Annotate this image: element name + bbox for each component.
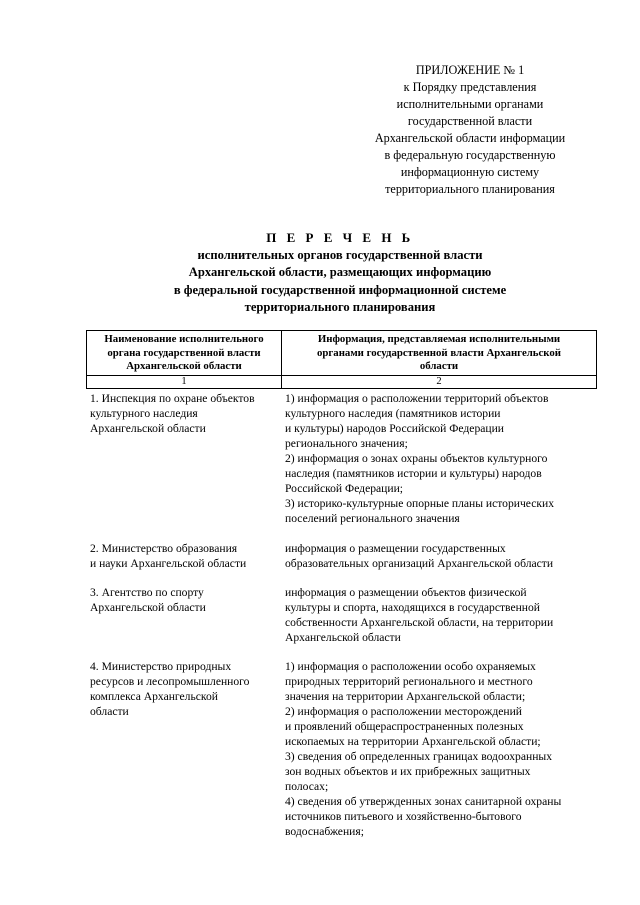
- cell-line: наследия (памятников истории и культуры) народов: [285, 467, 542, 480]
- table-row-1-information: [285, 391, 595, 526]
- table-row-3-authority: [90, 585, 280, 615]
- column-number-1: 1: [87, 376, 282, 388]
- cell-line: 3) сведения об определенных границах водоохранных: [285, 750, 552, 763]
- cell-line: зон водных объектов и их прибрежных защитных: [285, 765, 531, 778]
- appendix-line: исполнительными органами: [396, 97, 544, 111]
- cell-line: информация о размещении объектов физической: [285, 586, 527, 599]
- cell-line: 4. Министерство природных: [90, 660, 232, 673]
- cell-line: водоснабжения;: [285, 825, 364, 838]
- header-line: Архангельской области: [126, 360, 242, 372]
- cell-line: природных территорий регионального и местного: [285, 675, 533, 688]
- cell-line: 2. Министерство образования: [90, 542, 238, 555]
- document-title: П Е Р Е Ч Е Н Ь: [266, 230, 414, 245]
- cell-line: поселений регионального значения: [285, 512, 460, 525]
- cell-line: Архангельской области: [285, 631, 401, 644]
- cell-line: культурного наследия (памятников истории: [285, 407, 501, 420]
- cell-line: Российской Федерации;: [285, 482, 404, 495]
- appendix-line: информационную систему: [400, 165, 540, 179]
- cell-line: 1. Инспекция по охране объектов: [90, 392, 255, 405]
- header-line: Информация, представляемая исполнительными: [317, 333, 561, 345]
- cell-line: 1) информация о расположении территорий объектов: [285, 392, 549, 405]
- appendix-line: в федеральную государственную: [384, 148, 556, 162]
- cell-line: ресурсов и лесопромышленного: [90, 675, 250, 688]
- document-subtitle-line: Архангельской области, размещающих информацию: [188, 265, 492, 279]
- cell-line: 4) сведения об утвержденных зонах санитарной охраны: [285, 795, 562, 808]
- cell-line: 1) информация о расположении особо охраняемых: [285, 660, 536, 673]
- table-row-2-information: [285, 541, 595, 571]
- cell-line: информация о размещении государственных: [285, 542, 506, 555]
- table-row-3-information: [285, 585, 595, 645]
- table-row-1-authority: [90, 391, 280, 436]
- cell-line: Архангельской области: [90, 601, 206, 614]
- appendix-block: [350, 62, 590, 198]
- cell-line: значения на территории Архангельской области;: [285, 690, 526, 703]
- header-line: органами государственной власти Архангельской: [317, 346, 561, 359]
- cell-line: и проявлений общераспространенных полезных: [285, 720, 524, 733]
- cell-line: источников питьевого и хозяйственно-бытового: [285, 810, 522, 823]
- cell-line: 3) историко-культурные опорные планы исторических: [285, 497, 555, 510]
- table-header: [86, 330, 597, 389]
- cell-line: культуры и спорта, находящихся в государственной: [285, 601, 540, 614]
- cell-line: ископаемых на территории Архангельской области;: [285, 735, 541, 748]
- document-heading: [100, 229, 580, 317]
- cell-line: Архангельской области: [90, 422, 206, 435]
- table-header-rule: [86, 388, 597, 389]
- cell-line: области: [90, 705, 129, 718]
- cell-line: собственности Архангельской области, на территории: [285, 616, 554, 629]
- column-header-authority: [87, 331, 282, 375]
- table-row-4-information: [285, 659, 595, 839]
- cell-line: регионального значения;: [285, 437, 408, 450]
- cell-line: и науки Архангельской области: [90, 557, 247, 570]
- appendix-line: территориального планирования: [385, 182, 555, 196]
- header-line: органа государственной власти: [107, 346, 261, 359]
- column-number-2: 2: [436, 375, 442, 387]
- header-line: области: [419, 360, 459, 372]
- cell-line: культурного наследия: [90, 407, 198, 420]
- document-subtitle-line: в федеральной государственной информационной системе: [173, 282, 507, 297]
- header-line: Наименование исполнительного: [104, 333, 264, 345]
- appendix-line: государственной власти: [407, 114, 533, 128]
- cell-line: комплекса Архангельской: [90, 690, 218, 703]
- table-row-4-authority: [90, 659, 280, 719]
- document-subtitle-line: исполнительных органов государственной власти: [197, 247, 483, 262]
- appendix-line: ПРИЛОЖЕНИЕ № 1: [415, 63, 525, 77]
- cell-line: 2) информация о зонах охраны объектов культурного: [285, 452, 548, 465]
- cell-line: образовательных организаций Архангельской области: [285, 557, 554, 570]
- cell-line: полосах;: [285, 780, 329, 793]
- table-header-row: [87, 331, 596, 376]
- cell-line: 3. Агентство по спорту: [90, 586, 204, 599]
- table-number-row: [87, 376, 596, 388]
- appendix-line: к Порядку представления: [403, 80, 537, 94]
- cell-line: и культуры) народов Российской Федерации: [285, 422, 505, 435]
- column-header-information: [282, 331, 596, 375]
- document-subtitle-line: территориального планирования: [244, 300, 436, 314]
- table-row-2-authority: [90, 541, 280, 571]
- appendix-line: Архангельской области информации: [374, 131, 566, 145]
- cell-line: 2) информация о расположении месторождений: [285, 705, 522, 718]
